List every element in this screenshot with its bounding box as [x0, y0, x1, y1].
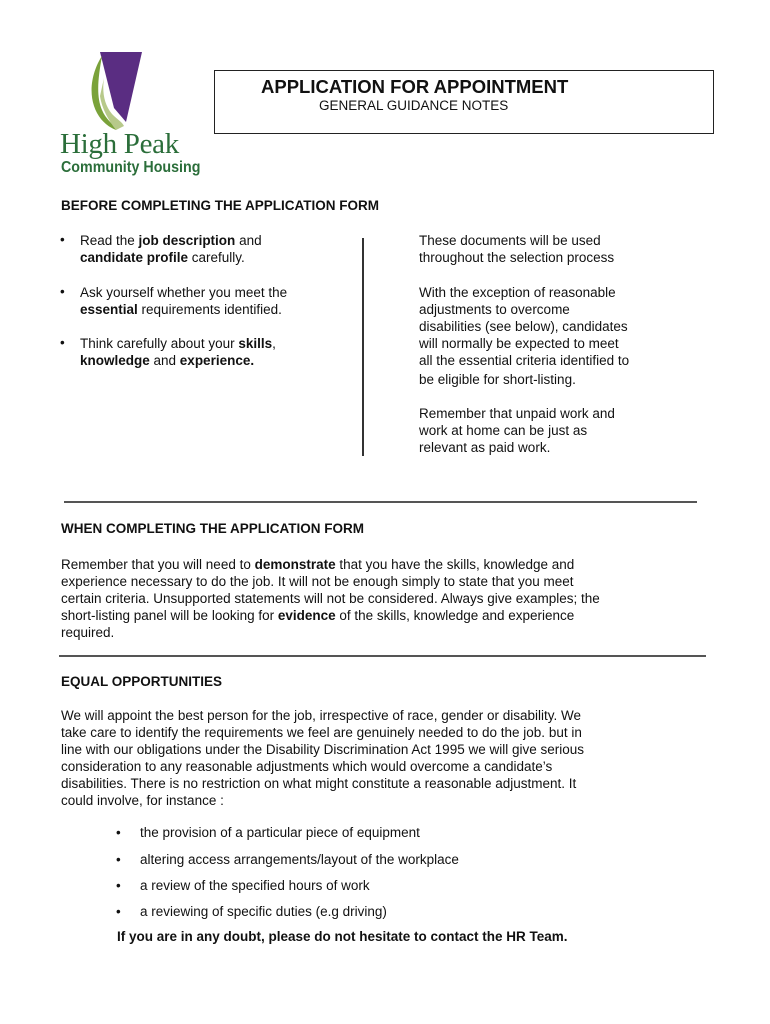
page-subtitle: GENERAL GUIDANCE NOTES: [319, 98, 509, 113]
list-item: altering access arrangements/layout of the workplace: [140, 852, 459, 867]
item-text: and: [149, 353, 180, 368]
item-text: Read the: [80, 233, 139, 248]
bullet-dot: •: [116, 852, 121, 867]
para-line: These documents will be used: [419, 233, 601, 248]
right-para: [419, 232, 614, 266]
before-heading: BEFORE COMPLETING THE APPLICATION FORM: [61, 198, 379, 213]
para-line: disabilities. There is no restriction on what might constitute a reasonable adjustment. It: [61, 776, 577, 791]
para-line: With the exception of reasonable: [419, 285, 616, 300]
para-line: be eligible for short-listing.: [419, 372, 576, 387]
bullet-dot: •: [116, 878, 121, 893]
right-para: [419, 405, 615, 456]
item-bold: knowledge: [80, 353, 150, 368]
bullet-dot: •: [60, 232, 65, 247]
para-line: relevant as paid work.: [419, 440, 551, 455]
item-text: and: [235, 233, 262, 248]
section-divider: [64, 501, 697, 503]
right-para: [419, 284, 629, 390]
section-divider: [59, 655, 706, 657]
para-text: Remember that you will need to: [61, 557, 255, 572]
bullet-dot: •: [60, 284, 65, 299]
para-text: of the skills, knowledge and experience: [335, 608, 575, 623]
para-line: consideration to any reasonable adjustments which would overcome a candidate’s: [61, 759, 553, 774]
item-bold: experience.: [179, 353, 255, 368]
para-line: will normally be expected to meet: [419, 336, 619, 351]
logo-name: High Peak: [60, 128, 179, 160]
equal-heading: EQUAL OPPORTUNITIES: [61, 674, 223, 689]
para-line: adjustments to overcome: [419, 302, 570, 317]
equal-paragraph: [61, 707, 584, 809]
item-text: carefully.: [188, 250, 245, 265]
para-line: could involve, for instance :: [61, 793, 224, 808]
when-heading: WHEN COMPLETING THE APPLICATION FORM: [61, 521, 364, 536]
para-text: that you have the skills, knowledge and: [335, 557, 575, 572]
list-item: a reviewing of specific duties (e.g driving): [140, 904, 387, 919]
para-text: certain criteria. Unsupported statements will not be considered. Always give examples; the: [61, 591, 600, 606]
para-line: take care to identify the requirements we feel are genuinely needed to do the job. but in: [61, 725, 582, 740]
when-paragraph: [61, 556, 600, 641]
para-text: required.: [61, 625, 115, 640]
item-text: requirements identified.: [137, 302, 282, 317]
para-line: We will appoint the best person for the job, irrespective of race, gender or disability. We: [61, 708, 582, 723]
closing-note: If you are in any doubt, please do not hesitate to contact the HR Team.: [117, 929, 568, 944]
list-item: the provision of a particular piece of equipment: [140, 825, 420, 840]
item-text: ,: [272, 336, 276, 351]
item-text: Ask yourself whether you meet the: [80, 285, 288, 300]
item-bold: essential: [80, 302, 138, 317]
column-divider: [362, 238, 364, 456]
para-line: work at home can be just as: [419, 423, 588, 438]
item-bold: candidate profile: [80, 250, 189, 265]
para-line: line with our obligations under the Disability Discrimination Act 1995 we will give serious: [61, 742, 584, 757]
list-item: a review of the specified hours of work: [140, 878, 370, 893]
item-bold: skills: [238, 336, 273, 351]
para-text: short-listing panel will be looking for: [61, 608, 278, 623]
para-line: all the essential criteria identified to: [419, 353, 630, 368]
para-bold: demonstrate: [254, 557, 336, 572]
bullet-dot: •: [116, 825, 121, 840]
para-line: throughout the selection process: [419, 250, 615, 265]
para-text: experience necessary to do the job. It will not be enough simply to state that you meet: [61, 574, 574, 589]
para-bold: evidence: [277, 608, 336, 623]
logo-subtitle: Community Housing: [61, 159, 201, 176]
page-title: APPLICATION FOR APPOINTMENT: [261, 76, 569, 97]
bullet-dot: •: [116, 904, 121, 919]
para-line: Remember that unpaid work and: [419, 406, 615, 421]
para-line: disabilities (see below), candidates: [419, 319, 628, 334]
bullet-dot: •: [60, 335, 65, 350]
item-text: Think carefully about your: [80, 336, 239, 351]
item-bold: job description: [138, 233, 236, 248]
